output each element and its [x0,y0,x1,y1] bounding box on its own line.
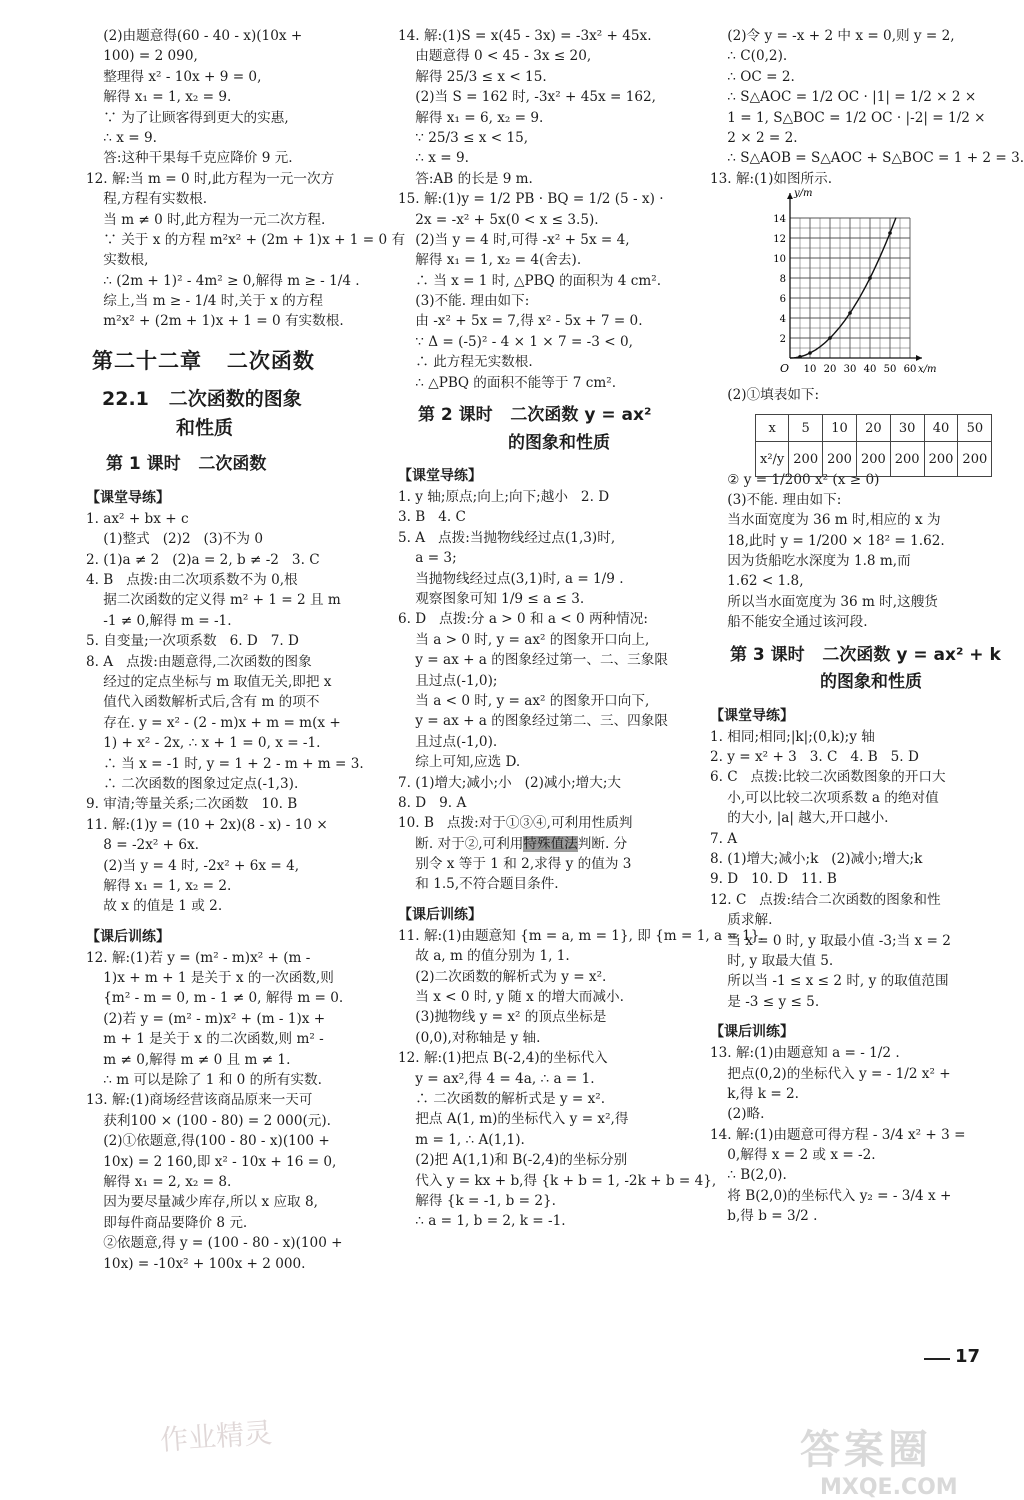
answer-line: 7. A [710,830,738,847]
section-title: 和性质 [176,416,234,439]
answer-line: 18,此时 y = 1/200 × 18² = 1.62. [710,532,945,549]
answer-line: ∴ x = 9. [86,129,157,146]
section-caption: 【课后训练】 [86,928,170,945]
answer-line: ∴ (2m + 1)² - 4m² ≥ 0,解得 m ≥ - 1/4 . [86,272,360,289]
table-cell: 50 [958,415,992,442]
answer-line: 和 1.5,不符合题目条件. [398,876,559,893]
answer-line: (2)二次函数的解析式为 y = x². [398,968,607,985]
answer-line: 且过点(-1,0); [398,672,498,689]
answer-line: 8. D 9. A [398,794,467,811]
data-point [798,355,802,359]
watermark-right-title: 答案圈 [800,1427,932,1473]
answer-line: 因为货船吃水深度为 1.8 m,而 [710,553,911,570]
answer-line: 1. y 轴;原点;向上;向下;越小 2. D [398,489,610,506]
answer-line: ∴ 当 x = -1 时, y = 1 + 2 - m + m = 3. [86,755,364,772]
x-tick-label: 20 [823,364,837,375]
answer-line: 存在. y = x² - (2 - m)x + m = m(x + [86,714,341,731]
answer-line: 2x = -x² + 5x(0 < x ≤ 3.5). [398,211,599,228]
lesson-title: 第 1 课时 二次函数 [106,454,267,475]
answer-line: 当 m ≠ 0 时,此方程为一元二次方程. [86,211,326,228]
answer-line: ∴ 当 x = 1 时, △PBQ 的面积为 4 cm². [398,272,662,289]
answer-line: 14. 解:(1)S = x(45 - 3x) = -3x² + 45x. [398,28,652,44]
section-caption: 【课堂导练】 [710,707,794,724]
lesson-title: 第 3 课时 二次函数 y = ax² + k [730,644,1001,665]
answer-line: 由题意得 0 < 45 - 3x ≤ 20, [398,48,592,65]
answer-line: 6. C 点拨:比较二次函数图象的开口大 [710,769,946,786]
answer-line: 1 = 1, S△BOC = 1/2 OC · |-2| = 1/2 × [710,109,986,126]
page-number-dash [924,1358,950,1360]
data-point [828,336,832,340]
x-axis-arrow [916,355,922,361]
chapter-title: 第二十二章 二次函数 [92,348,315,373]
answer-line: 解得 {k = -1, b = 2}. [398,1192,556,1209]
answer-line: (3)不能. 理由如下: [398,293,530,310]
answer-line: 答:AB 的长是 9 m. [398,170,533,187]
answer-line: ∵ 为了让顾客得到更大的实惠, [86,109,289,126]
answer-line: 11. 解:(1)y = (10 + 2x)(8 - x) - 10 × [86,816,328,833]
answer-line: 答:这种干果每千克应降价 9 元. [86,150,293,167]
answer-line: 观察图象可知 1/9 ≤ a ≤ 3. [398,590,585,607]
lesson-title: 的图象和性质 [508,432,610,453]
answer-line: 解得 x₁ = 6, x₂ = 9. [398,109,544,126]
answer-line: (2)当 y = 4 时, -2x² + 6x = 4, [86,857,300,874]
answer-line: m = 1, ∴ A(1,1). [398,1131,525,1148]
answer-line: {m² - m = 0, m - 1 ≠ 0, 解得 m = 0. [86,990,344,1007]
answer-line: 1)x + m + 1 是关于 x 的一次函数,则 [86,970,334,987]
answer-line: 时, y 取最大值 5. [710,952,834,969]
answer-line: 8 = -2x² + 6x. [86,837,199,854]
table-row [756,415,992,442]
answer-line: ∵ Δ = (-5)² - 4 × 1 × 7 = -3 < 0, [398,333,633,350]
y-tick-label: 6 [779,294,786,305]
answer-line: (3)不能. 理由如下: [710,491,842,508]
answer-line: 2. (1)a ≠ 2 (2)a = 2, b ≠ -2 3. C [86,551,320,568]
column-3-part-a [710,26,1024,189]
answer-line: 获利100 × (100 - 80) = 2 000(元). [86,1112,332,1129]
table-cell: 200 [856,442,890,477]
answer-line: 当水面宽度为 36 m 时,相应的 x 为 [710,512,941,529]
answer-line: (2)令 y = -x + 2 中 x = 0,则 y = 2, [710,28,955,44]
answer-line: ∴ a = 1, b = 2, k = -1. [398,1213,566,1230]
answer-line: ∴ △PBQ 的面积不能等于 7 cm². [398,374,617,391]
answer-line: (2)当 y = 4 时,可得 -x² + 5x = 4, [398,231,630,248]
answer-line: 值代入函数解析式后,含有 m 的项不 [86,694,320,711]
answer-line: ∴ B(2,0). [710,1167,787,1184]
answer-line: ∴ 此方程无实数根. [398,354,533,371]
answer-line: (2)①填表如下: [710,387,820,404]
answer-line: y = ax + a 的图象经过第二、三、四象限 [398,713,668,730]
table-cell: 200 [789,442,823,477]
answer-line: 12. C 点拨:结合二次函数的图象和性 [710,891,941,908]
answer-line: 程,方程有实数根. [86,191,208,208]
table-cell: x²/y [756,442,789,477]
watermark-right-url: MXQE.COM [820,1475,958,1500]
answer-line: (2)当 S = 162 时, -3x² + 45x = 162, [398,89,656,106]
table-cell: 5 [789,415,823,442]
answer-line: (2)略. [710,1106,765,1123]
answer-line: 6. D 点拨:分 a > 0 和 a < 0 两种情况: [398,611,648,628]
answer-line: 将 B(2,0)的坐标代入 y₂ = - 3/4 x + [710,1187,952,1204]
highlighted-term: 特殊值法 [523,835,578,852]
table-cell: 200 [823,442,857,477]
answer-line: 1.62 < 1.8, [710,573,804,590]
answer-line: ∴ S△AOB = S△AOC + S△BOC = 1 + 2 = 3. [710,150,1024,167]
answer-line: k,得 k = 2. [710,1085,799,1102]
y-tick-label: 12 [773,234,786,245]
answer-line: 13. 解:(1)由题意知 a = - 1/2 . [710,1045,900,1062]
answer-line: 即每件商品要降价 8 元. [86,1214,248,1231]
answer-line: 13. 解:(1)商场经营该商品原来一天可 [86,1092,313,1109]
answer-line: 1. ax² + bx + c [86,510,189,527]
answer-line: 解得 25/3 ≤ x < 15. [398,68,547,85]
answer-line: 经过的定点坐标与 m 取值无关,即把 x [86,673,332,690]
parabola-chart [760,188,937,398]
answer-line: 当 a > 0 时, y = ax² 的图象开口向上, [398,631,650,648]
answer-line: 12. 解:(1)把点 B(-2,4)的坐标代入 [398,1050,608,1067]
answer-line: 别令 x 等于 1 和 2,求得 y 的值为 3 [398,856,632,873]
x-tick-label: 40 [863,364,877,375]
answer-line: 11. 解:(1)由题意知 {m = a, m = 1}, 即 {m = 1, a = 1}. [398,927,764,944]
answer-line: 解得 x₁ = 1, x₂ = 4(舍去). [398,252,582,269]
answer-line: (2)把 A(1,1)和 B(-2,4)的坐标分别 [398,1152,628,1169]
answer-line: 5. 自变量;一次项系数 6. D 7. D [86,633,299,650]
answer-line: 0,解得 x = 2 或 x = -2. [710,1147,876,1164]
page-number: 17 [955,1346,981,1367]
answer-line: 100) = 2 090, [86,48,198,65]
data-point [848,311,852,315]
answer-line: 代入 y = kx + b,得 {k + b = 1, -2k + b = 4}, [398,1172,717,1189]
x-tick-label: 10 [803,364,817,375]
answer-line: 且过点(-1,0). [398,733,498,750]
table-cell: 30 [890,415,924,442]
table-cell: 10 [823,415,857,442]
answer-line: m ≠ 0,解得 m ≠ 0 且 m ≠ 1. [86,1051,291,1068]
y-tick-label: 4 [779,314,786,325]
lesson-title: 第 2 课时 二次函数 y = ax² [418,405,652,426]
table-cell: 200 [958,442,992,477]
answer-line: -1 ≠ 0,解得 m = -1. [86,612,232,629]
answer-line: (2)①依题意,得(100 - 80 - x)(100 + [86,1133,330,1150]
x-tick-label: 50 [883,364,897,375]
answer-line: 解得 x₁ = 2, x₂ = 8. [86,1173,232,1190]
answer-line: m + 1 是关于 x 的二次函数,则 m² - [86,1031,324,1048]
answer-line: (3)抛物线 y = x² 的顶点坐标是 [398,1009,607,1026]
answer-line: 7. (1)增大;减小;小 (2)减小;增大;大 [398,774,622,791]
watermark-right [800,1418,958,1500]
answer-line: ∵ 关于 x 的方程 m²x² + (2m + 1)x + 1 = 0 有 [86,231,406,248]
data-point [808,351,812,355]
answer-line: 当 x = 0 时, y 取最小值 -3;当 x = 2 [710,932,951,949]
answer-line: 船不能安全通过该河段. [710,614,868,631]
answer-line: 实数根, [86,252,149,269]
answer-line: 质求解. [710,912,773,929]
answer-line: (2)由题意得(60 - 40 - x)(10x + [86,28,303,44]
answer-line: a = 3; [398,550,457,567]
answer-line: 当 a < 0 时, y = ax² 的图象开口向下, [398,692,650,709]
y-tick-label: 10 [773,254,786,265]
lesson-title: 的图象和性质 [820,672,922,693]
answer-line: 解得 x₁ = 1, x₂ = 9. [86,89,232,106]
answer-line: 断. 对于②,可利用特殊值法判断. 分 [398,835,628,852]
section-title: 22.1 二次函数的图象 [102,388,302,411]
answer-line: y = ax²,得 4 = 4a, ∴ a = 1. [398,1070,595,1087]
answer-line: 当 x < 0 时, y 随 x 的增大而减小. [398,989,624,1006]
watermark-left: 作业精灵 [159,1416,274,1457]
answer-line: 综上,当 m ≥ - 1/4 时,关于 x 的方程 [86,293,323,310]
answer-line: 所以当水面宽度为 36 m 时,这艘货 [710,593,938,610]
y-axis-label: y/m [794,188,813,199]
answer-line: 据二次函数的定义得 m² + 1 = 2 且 m [86,592,341,609]
answer-line: 把点 A(1, m)的坐标代入 y = x²,得 [398,1111,629,1128]
answer-line: 1. 相同;相同;|k|;(0,k);y 轴 [710,728,875,745]
table-cell: 40 [924,415,958,442]
answer-line: 综上可知,应选 D. [398,754,521,771]
answer-line: 9. 审清;等量关系;二次函数 10. B [86,796,298,813]
answer-line: 故 a, m 的值分别为 1, 1. [398,948,570,965]
column-3-part-c [710,470,1001,1227]
answer-line: 2 × 2 = 2. [710,129,798,146]
fill-table [755,414,992,477]
answer-line: 所以当 -1 ≤ x ≤ 2 时, y 的取值范围 [710,973,949,990]
answer-line: 故 x 的值是 1 或 2. [86,898,223,915]
answer-line: 小,可以比较二次项系数 a 的绝对值 [710,789,939,806]
section-caption: 【课后训练】 [710,1024,794,1041]
answer-line: (2)若 y = (m² - m)x² + (m - 1)x + [86,1010,326,1027]
answer-line: ② y = 1/200 x² (x ≥ 0) [710,471,880,488]
answer-line: ∴ m 可以是除了 1 和 0 的所有实数. [86,1072,322,1089]
y-tick-label: 2 [779,334,786,345]
x-tick-label: 30 [843,364,857,375]
section-caption: 【课后训练】 [398,906,482,923]
answer-line: 是 -3 ≤ y ≤ 5. [710,993,820,1010]
answer-line: 2. y = x² + 3 3. C 4. B 5. D [710,749,919,766]
answer-line: y = ax + a 的图象经过第一、二、三象限 [398,652,668,669]
answer-line: 8. A 点拨:由题意得,二次函数的图象 [86,653,312,670]
answer-line: 10x) = -10x² + 100x + 2 000. [86,1255,306,1272]
x-tick-label: 60 [903,364,917,375]
section-caption: 【课堂导练】 [86,489,170,506]
answer-line: 15. 解:(1)y = 1/2 PB · BQ = 1/2 (5 - x) · [398,191,664,208]
answer-line: ∴ S△AOC = 1/2 OC · |1| = 1/2 × 2 × [710,89,977,106]
answer-line: 由 -x² + 5x = 7,得 x² - 5x + 7 = 0. [398,313,643,330]
answer-line: 10. B 点拨:对于①③④,可利用性质判 [398,815,633,832]
answer-line: 当抛物线经过点(3,1)时, a = 1/9 . [398,570,624,587]
answer-line: 10x) = 2 160,即 x² - 10x + 16 = 0, [86,1153,337,1170]
table-cell: 200 [890,442,924,477]
table-cell: 20 [856,415,890,442]
answer-line: 1) + x² - 2x, ∴ x + 1 = 0, x = -1. [86,735,321,752]
answer-line: 5. A 点拨:当抛物线经过点(1,3)时, [398,529,616,546]
answer-line: ∴ C(0,2). [710,48,788,65]
answer-line: ∵ 25/3 ≤ x < 15, [398,129,529,146]
answer-line: (0,0),对称轴是 y 轴. [398,1029,541,1046]
y-tick-label: 14 [773,214,786,225]
answer-line: 整理得 x² - 10x + 9 = 0, [86,68,262,85]
data-point [888,231,892,235]
answer-line: b,得 b = 3/2 . [710,1208,818,1225]
answer-line: 把点(0,2)的坐标代入 y = - 1/2 x² + [710,1065,951,1082]
answer-line: 4. B 点拨:由二次项系数不为 0,根 [86,572,298,589]
answer-line: (1)整式 (2)2 (3)不为 0 [86,531,263,548]
origin-label: O [780,362,790,375]
answer-line: 3. B 4. C [398,509,466,526]
answer-line: ②依题意,得 y = (100 - 80 - x)(100 + [86,1235,343,1252]
answer-line: ∴ x = 9. [398,150,469,167]
answer-line: ∴ OC = 2. [710,68,795,85]
section-caption: 【课堂导练】 [398,468,482,485]
answer-line: 的大小, |a| 越大,开口越小. [710,810,889,827]
table-cell: x [756,415,789,442]
data-point [868,276,872,280]
answer-line: ∴ 二次函数的解析式是 y = x². [398,1090,606,1107]
answer-line: ∴ 二次函数的图象过定点(-1,3). [86,775,299,792]
answer-column-1 [86,26,406,1274]
table-row [756,442,992,477]
answer-line: 9. D 10. D 11. B [710,871,837,888]
answer-line: 13. 解:(1)如图所示. [710,170,833,187]
answer-column-3 [710,26,1024,1227]
answer-line: 因为要尽量减少库存,所以 x 应取 8, [86,1194,318,1211]
answer-line: 12. 解:当 m = 0 时,此方程为一元一次方 [86,170,335,187]
x-axis-label: x/m [918,364,937,375]
answer-line: 12. 解:(1)若 y = (m² - m)x² + (m - [86,949,311,966]
answer-line: m²x² + (2m + 1)x + 1 = 0 有实数根. [86,313,344,330]
y-tick-label: 8 [779,274,786,285]
answer-line: 解得 x₁ = 1, x₂ = 2. [86,877,232,894]
table-cell: 200 [924,442,958,477]
answer-line: 8. (1)增大;减小;k (2)减小;增大;k [710,850,923,867]
answer-line: 14. 解:(1)由题意可得方程 - 3/4 x² + 3 = [710,1126,966,1143]
